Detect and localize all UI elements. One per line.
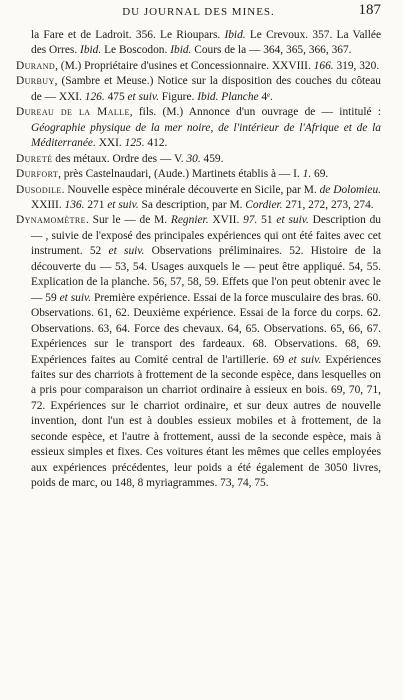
entry-italic-text: 136. [64,198,85,211]
index-entry [16,74,381,105]
entry-headword: Durbuy [16,75,55,88]
running-title: DU JOURNAL DES MINES. [122,6,275,18]
entry-text: 475 [104,90,128,103]
entry-text: . Nouvelle espèce minérale découverte en Sicile, par M. [61,183,320,196]
index-entry [16,152,381,167]
entry-italic-text: 126. [84,90,105,103]
entry-text: , près Castelnaudari, (Aude.) Martinets établis à — I. [58,168,303,181]
entry-headword: Dureau de la Malle [16,106,130,119]
entry-italic-text: et suiv. [127,90,159,103]
entry-italic-text: 97. [243,214,258,227]
entry-text: Figure. [158,90,198,103]
entry-italic-text: Ibid. [80,44,102,57]
entry-text: 69. [311,168,329,181]
entry-italic-text: Ibid. [224,29,246,41]
index-entry [16,105,381,151]
entry-italic-text: Regnier. [170,214,209,227]
entry-italic-text: 1. [302,168,312,181]
entry-text: . Sur le — de M. [85,214,171,227]
entry-text: Sa description, par M. [138,198,246,211]
entry-italic-text: de Dolomieu. [319,183,381,196]
entry-text: 4ᵉ. [258,90,273,103]
entry-text: 459. [200,152,224,165]
entry-italic-text: 125. [124,137,145,150]
entry-italic-text: et suiv. [107,198,139,211]
entry-headword: Dusodile [16,183,62,196]
entry-italic-text: et suiv. [276,214,309,227]
entry-headword: Dynamomètre [16,214,86,227]
entry-italic-text: Ibid. [170,44,192,57]
entry-text: Cours de la — 364, 365, 366, 367. [191,44,352,57]
entry-italic-text: Cordier. [245,198,283,211]
index-entry [16,213,381,491]
entry-text: Expériences faites sur des charriots à frottement de la seconde espèce, dans lesquelles on a pris pour comparaison un charriot ordinaire à essieux en bois. 69, 70, 71, 72. Expériences sur le charriot ordinaire, et sur deux autres de nouvelle invention, dont l'un est à doubles essieux mobiles et à frottement, de la seconde espèce, et l'autre à frottement, aussi de la seconde espèce, mais à essieux simples et fixes. Ces voitures étant les mêmes que celles employées aux expériences précédentes, leur poids a été également de 3050 livres, poids de marc, ou 148, 8 myriagrammes. 73, 74, 75. [31,353,381,490]
entry-headword: Durand [16,59,56,72]
page-number: 187 [358,2,381,18]
entry-italic-text: 166. [313,59,334,72]
entry-text: XVII. [208,214,244,227]
entry-text: 271 [84,198,108,211]
entry-text: 271, 272, 273, 274. [282,198,374,211]
index-entry [16,59,381,74]
entry-text: 319, 320. [333,59,380,72]
index-body [16,28,381,492]
index-entry [16,167,381,182]
entry-italic-text: et suiv. [59,291,92,304]
entry-headword: Durfort [16,168,59,181]
index-entry [16,183,381,214]
entry-italic-text: Géographie physique de la mer noire, de l'intérieur de l'Afrique et de la Méditerranée. [31,121,381,150]
entry-italic-text: et suiv. [288,353,322,366]
index-entry [16,28,381,59]
entry-text: des métaux. Ordre des — V. [52,152,187,165]
entry-text: , (M.) Propriétaire d'usines et Concessionnaire. XXVIII. [55,59,314,72]
entry-text: , fils. (M.) Annonce d'un ouvrage de — intitulé : [129,106,381,119]
entry-text: XXI. [95,137,125,150]
entry-text: Première expérience. Essai de la force musculaire des bras. 60. Observations. 61, 62. Deuxième expérience. Essai de la force du corps. 62. Observations. 63, 64. Force des chevaux. 64, 65. Observations. 65, 66, 67. Expériences sur le transport des fardeaux. 68. Observations. 68, 69. Expériences faites au Comité central de l'artillerie. 69 [31,291,382,366]
entry-text: XXIII. [31,198,65,211]
entry-text: la Fare et de Ladroit. 356. Le Rioupars. [31,29,225,41]
entry-text: 412. [144,137,168,150]
entry-italic-text: Ibid. Planche [197,90,259,103]
entry-text: Description du — , suivie de l'exposé des principales expériences qui ont été faites avec cet instrument. 52 [31,214,381,258]
page-header [16,0,381,28]
entry-text: 51 [257,214,277,227]
entry-italic-text: 30. [186,152,201,165]
entry-text: , (Sambre et Meuse.) Notice sur la disposition des couches du côteau de — XXI. [31,75,381,103]
entry-text: Le Crevoux. 357. La Vallée des Orres. [31,29,381,57]
entry-text: Observations préliminaires. 52. Histoire de la découverte du — 53, 54. Usages auxquels le — peut être appliqué. 54, 55. Explication de la planche. 56, 57, 58, 59. Effets que l'on peut obtenir avec le — 59 [31,245,382,304]
entry-headword: Dureté [16,152,53,165]
entry-italic-text: et suiv. [108,245,145,258]
entry-text: Le Boscodon. [101,44,171,57]
